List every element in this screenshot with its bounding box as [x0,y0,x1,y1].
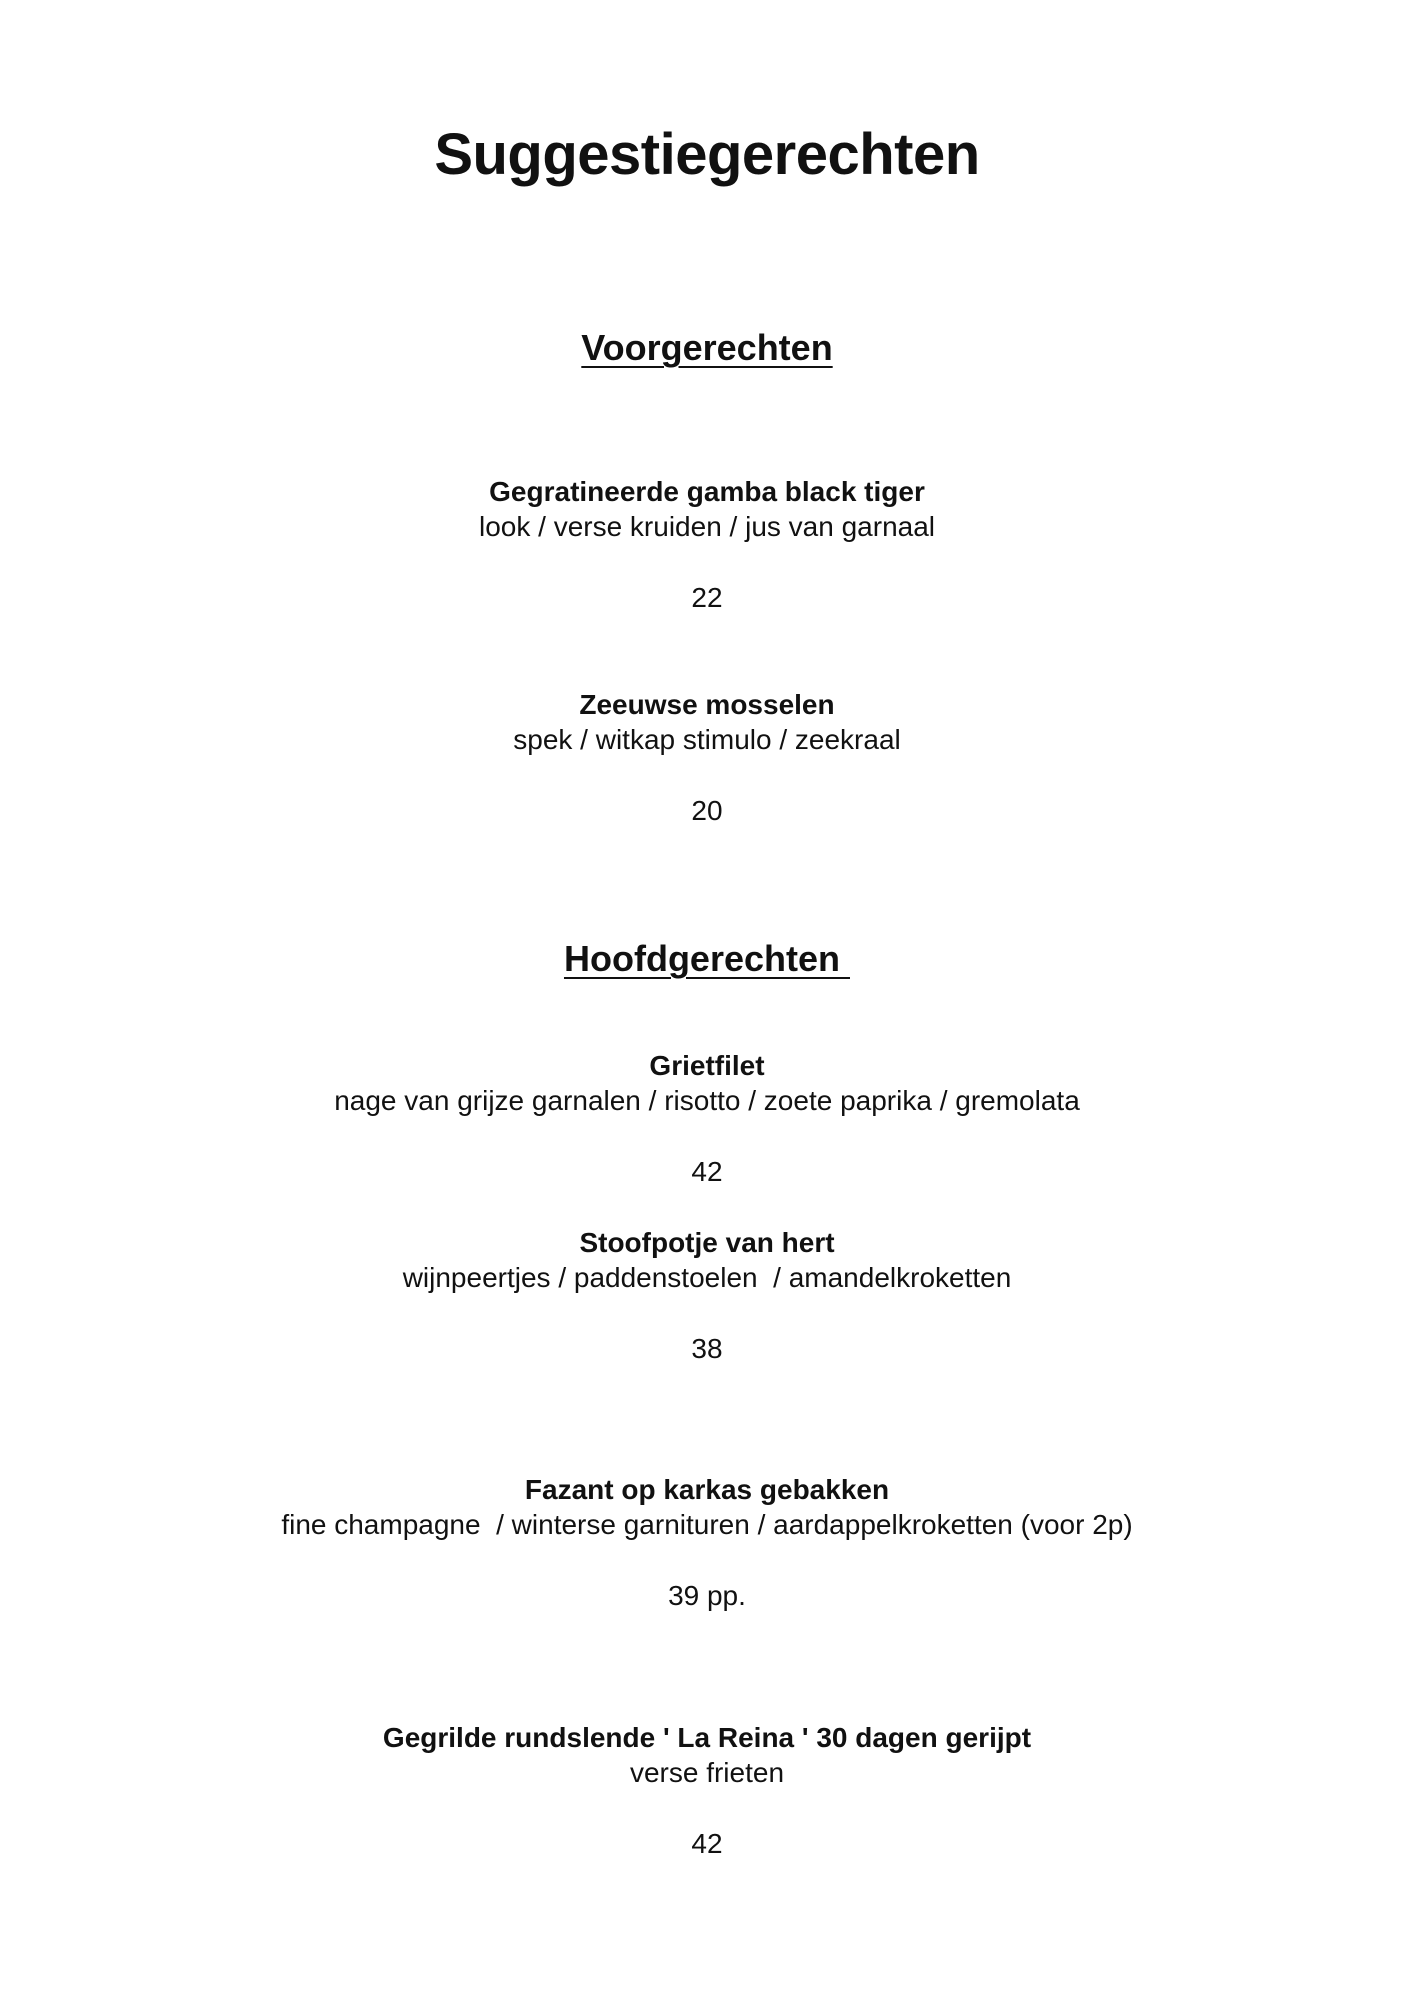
dish-name: Grietfilet [649,1050,765,1081]
section-heading-voorgerechten: Voorgerechten [581,327,833,368]
dish-price: 42 [691,1156,723,1187]
dish-name: Zeeuwse mosselen [579,689,835,720]
dish-name: Stoofpotje van hert [579,1227,835,1258]
dish-description: spek / witkap stimulo / zeekraal [513,724,901,755]
dish-price: 39 pp. [668,1580,746,1611]
dish-description: verse frieten [629,1757,785,1788]
dish-description: fine champagne / winterse garnituren / aardappelkroketten (voor 2p) [281,1509,1133,1540]
dish-description: look / verse kruiden / jus van garnaal [478,511,936,542]
section-heading-hoofdgerechten: Hoofdgerechten [563,938,850,979]
dish-price: 42 [691,1828,723,1859]
dish-name: Gegrilde rundslende ' La Reina ' 30 dagen gerijpt [382,1722,1032,1753]
dish-description: wijnpeertjes / paddenstoelen / amandelkroketten [402,1262,1012,1293]
page-title: Suggestiegerechten [434,122,980,187]
dish-price: 22 [691,582,723,613]
dish-name: Gegratineerde gamba black tiger [489,476,925,507]
dish-name: Fazant op karkas gebakken [524,1474,890,1505]
dish-price: 38 [691,1333,723,1364]
dish-price: 20 [691,795,723,826]
dish-description: nage van grijze garnalen / risotto / zoete paprika / gremolata [334,1085,1080,1116]
